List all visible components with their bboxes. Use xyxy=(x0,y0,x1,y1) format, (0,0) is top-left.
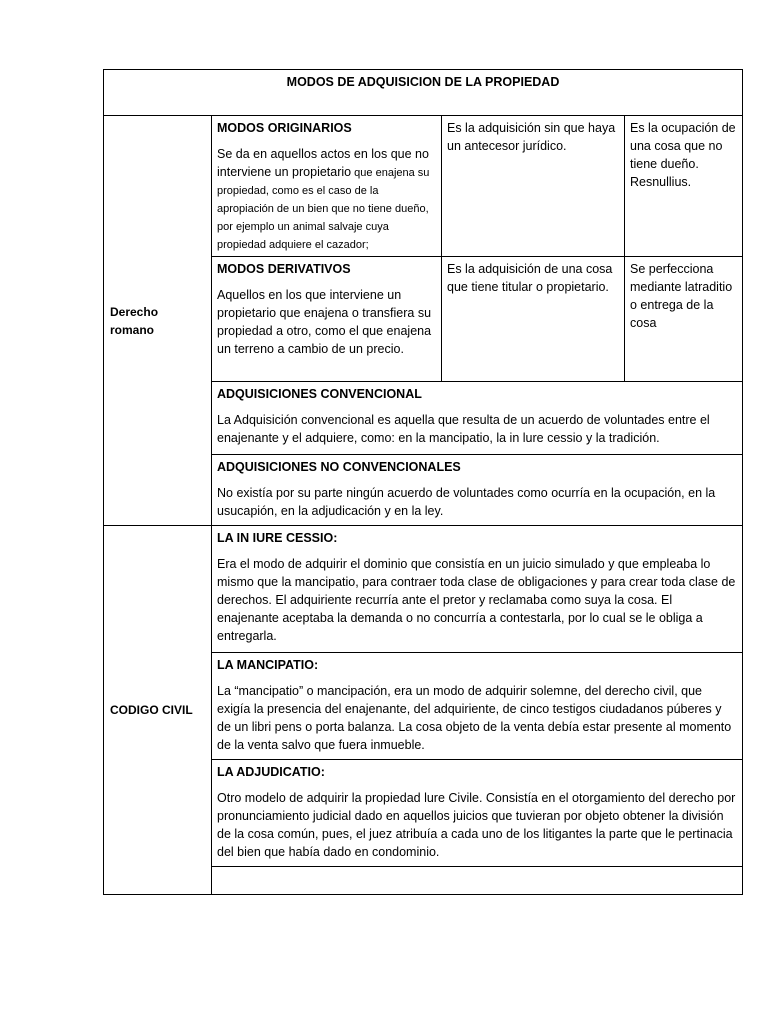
heading-mancipatio: LA MANCIPATIO: xyxy=(217,658,319,672)
heading-modos-derivativos: MODOS DERIVATIVOS xyxy=(217,262,351,276)
title-row xyxy=(104,70,743,116)
desc-adjudicatio: Otro modelo de adquirir la propiedad lure Civile. Consistía en el otorgamiento del derecho por pronunciamiento judicial dado en aquellos juicios que tuvieran por objeto obtener la división de la cosa común, pues, el juez atribuía a cada uno de los litigantes la parte que le pertinacia del bien que había dado en condominio. xyxy=(217,791,736,859)
cell-in-iure-cessio xyxy=(212,526,743,653)
row-label-derecho-romano: Derecho romano xyxy=(104,116,212,526)
cell-originarios-example: Es la ocupación de una cosa que no tiene dueño. Resnullius. xyxy=(625,116,743,257)
heading-adjudicatio: LA ADJUDICATIO: xyxy=(217,765,325,779)
cell-modos-originarios xyxy=(212,116,442,257)
desc-adquisiciones-convencional: La Adquisición convencional es aquella que resulta de un acuerdo de voluntades entre el enajenante y el adquiere, como: en la mancipatio, la in lure cessio y la tradición. xyxy=(217,413,710,445)
cell-mancipatio xyxy=(212,653,743,760)
row-label-codigo-civil: CODIGO CIVIL xyxy=(104,526,212,895)
cell-empty xyxy=(212,867,743,895)
cell-adquisiciones-convencional xyxy=(212,382,743,455)
row-modos-originarios xyxy=(104,116,743,257)
heading-adquisiciones-no-convencionales: ADQUISICIONES NO CONVENCIONALES xyxy=(217,460,461,474)
desc-mancipatio: La “mancipatio” o mancipación, era un modo de adquirir solemne, del derecho civil, que exigía la presencia del enajenante, del adquiriente, de cinco testigos ciudadanos púberes y de un libri pens o porta balanza. La cosa objeto de la venta debía estar presente al momento de la venta salvo que fuera inmueble. xyxy=(217,684,732,752)
cell-adjudicatio xyxy=(212,760,743,867)
desc-modos-derivativos: Aquellos en los que interviene un propietario que enajena o transfiera su propiedad a otro, como el que enajena un terreno a cambio de un precio. xyxy=(217,288,432,356)
desc-originarios-main: Se da en aquellos actos en los que no interviene un propietario xyxy=(217,147,429,179)
heading-modos-originarios: MODOS ORIGINARIOS xyxy=(217,121,352,135)
cell-adquisiciones-no-convencionales xyxy=(212,455,743,526)
desc-adquisiciones-no-convencionales: No existía por su parte ningún acuerdo de voluntades como ocurría en la ocupación, en la usucapión, en la adjudicación y en la ley. xyxy=(217,486,716,518)
row-in-iure-cessio xyxy=(104,526,743,653)
cell-modos-derivativos xyxy=(212,257,442,382)
desc-in-iure-cessio: Era el modo de adquirir el dominio que consistía en un juicio simulado y que empleaba lo mismo que la mancipatio, para contraer toda clase de obligaciones y para crear toda clase de derechos. El adquiriente recurría ante el pretor y reclamaba como suya la cosa. El enajenante aceptaba la demanda o no concurría a contestarla, por lo cual se le obliga a entregarla. xyxy=(217,557,736,643)
heading-in-iure-cessio: LA IN IURE CESSIO: xyxy=(217,531,338,545)
desc-modos-originarios xyxy=(217,145,436,253)
cell-derivativos-example: Se perfecciona mediante latraditio o entrega de la cosa xyxy=(625,257,743,382)
cell-derivativos-definition: Es la adquisición de una cosa que tiene titular o propietario. xyxy=(442,257,625,382)
acquisition-table xyxy=(103,69,743,895)
heading-adquisiciones-convencional: ADQUISICIONES CONVENCIONAL xyxy=(217,387,422,401)
desc-originarios-small: que enajena su propiedad, como es el caso de la apropiación de un bien que no tiene dueño, por ejemplo un animal salvaje cuya propiedad adquiere el cazador; xyxy=(217,167,430,251)
table-title: MODOS DE ADQUISICION DE LA PROPIEDAD xyxy=(104,70,743,116)
cell-originarios-definition: Es la adquisición sin que haya un antecesor jurídico. xyxy=(442,116,625,257)
